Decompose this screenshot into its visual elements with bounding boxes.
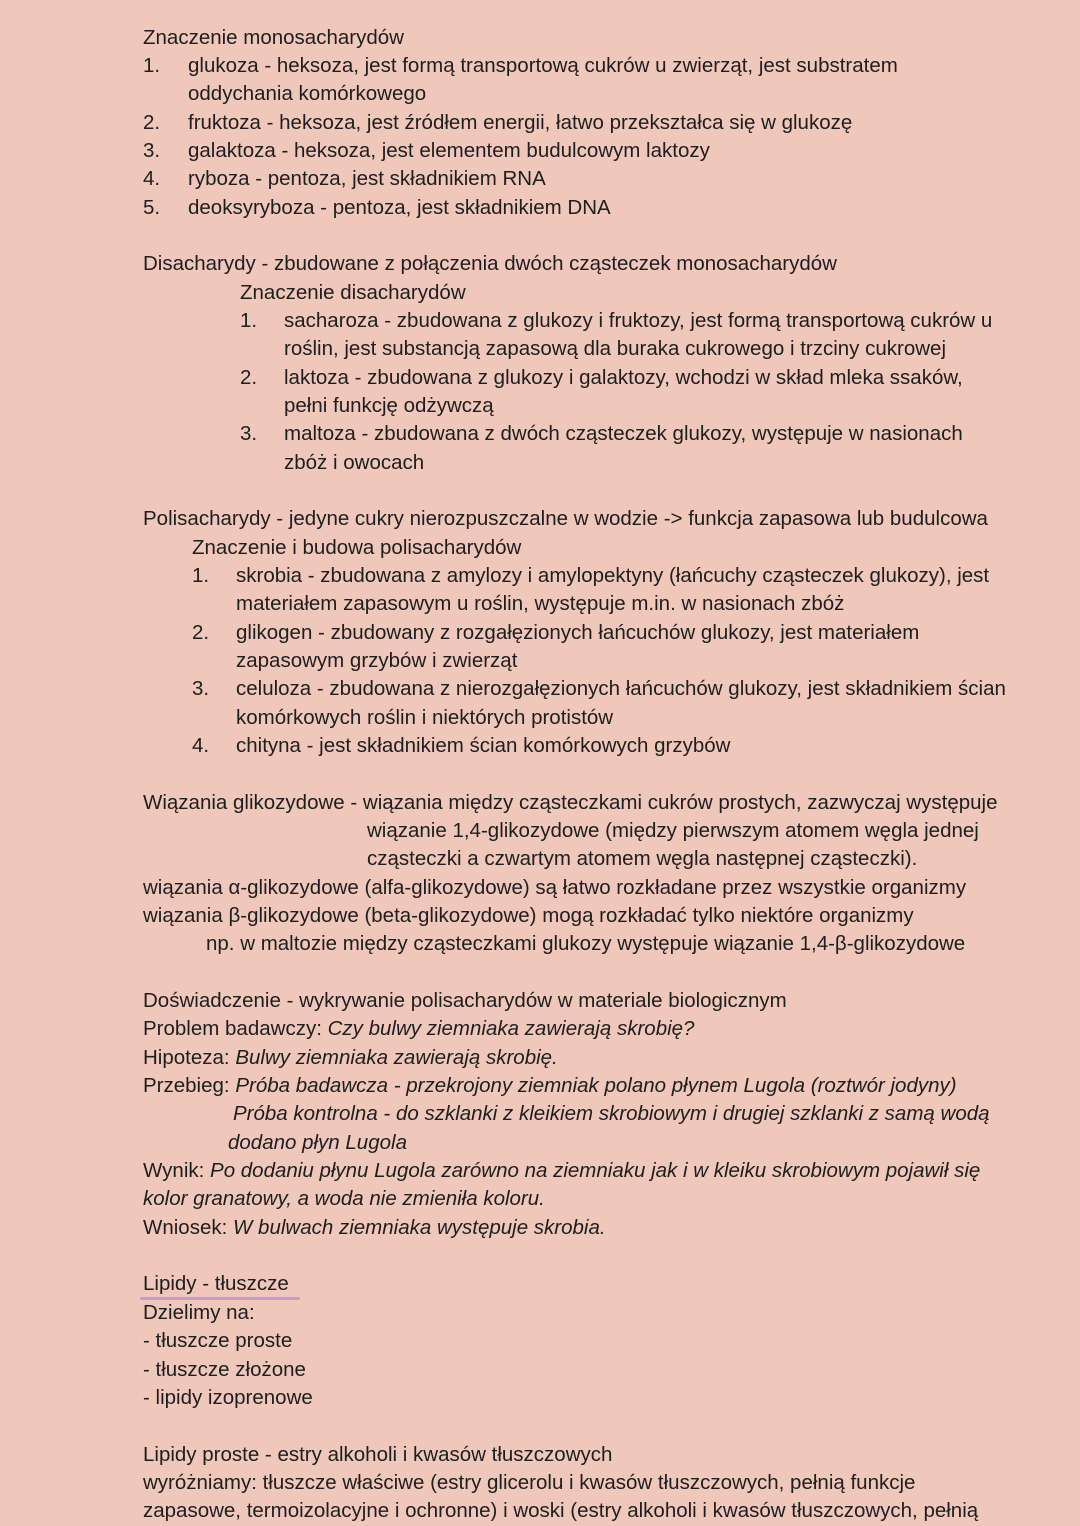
lipids-simple-line2: wyróżniamy: tłuszcze właściwe (estry glicerolu i kwasów tłuszczowych, pełnią funkcje xyxy=(143,1471,916,1494)
poli-title: Polisacharydy - jedyne cukry nierozpuszczalne w wodzie -> funkcja zapasowa lub budulcowa xyxy=(143,507,988,530)
poli-subtitle: Znaczenie i budowa polisacharydów xyxy=(192,536,522,559)
exp-conclusion: W bulwach ziemniaka występuje skrobia. xyxy=(233,1216,606,1239)
mono-item-1-line2: oddychania komórkowego xyxy=(188,82,427,105)
exp-problem: Czy bulwy ziemniaka zawierają skrobię? xyxy=(327,1017,695,1040)
glik-line3: cząsteczki a czwartym atomem węgla następnej cząsteczki). xyxy=(367,847,918,870)
poli-item-1-line1: skrobia - zbudowana z amylozy i amylopektyny (łańcuchy cząsteczek glukozy), jest xyxy=(236,564,990,587)
poli-item-1-num: 1. xyxy=(192,564,210,587)
mono-item-1-num: 1. xyxy=(143,54,161,77)
di-item-2-line2: pełni funkcję odżywczą xyxy=(284,394,494,417)
glik-line2: wiązanie 1,4-glikozydowe (między pierwszym atomem węgla jednej xyxy=(367,819,979,842)
di-item-3-line1: maltoza - zbudowana z dwóch cząsteczek glukozy, występuje w nasionach xyxy=(284,422,963,445)
exp-course2: Próba kontrolna - do szklanki z kleikiem skrobiowym i drugiej szklanki z samą wodą xyxy=(233,1102,990,1125)
lipids-simple-title: Lipidy proste - estry alkoholi i kwasów tłuszczowych xyxy=(143,1443,613,1466)
mono-item-4-num: 4. xyxy=(143,167,161,190)
exp-result2: kolor granatowy, a woda nie zmieniła koloru. xyxy=(143,1187,545,1210)
di-item-1-line2: roślin, jest substancją zapasową dla buraka cukrowego i trzciny cukrowej xyxy=(284,337,947,360)
exp-conclusion-row xyxy=(143,1214,606,1242)
exp-hypothesis: Bulwy ziemniaka zawierają skrobię. xyxy=(235,1046,558,1069)
mono-item-4-line1: ryboza - pentoza, jest składnikiem RNA xyxy=(188,167,546,190)
glik-line5: wiązania β-glikozydowe (beta-glikozydowe) mogą rozkładać tylko niektóre organizmy xyxy=(143,904,914,927)
di-item-3-num: 3. xyxy=(240,422,258,445)
exp-problem-label: Problem badawczy: xyxy=(143,1017,328,1040)
poli-item-4-line1: chityna - jest składnikiem ścian komórkowych grzybów xyxy=(236,734,731,757)
mono-item-3-line1: galaktoza - heksoza, jest elementem budulcowym laktozy xyxy=(188,139,710,162)
poli-item-2-line1: glikogen - zbudowany z rozgałęzionych łańcuchów glukozy, jest materiałem xyxy=(236,621,920,644)
poli-item-2-num: 2. xyxy=(192,621,210,644)
poli-item-4-num: 4. xyxy=(192,734,210,757)
glik-line6: np. w maltozie między cząsteczkami glukozy występuje wiązanie 1,4-β-glikozydowe xyxy=(206,932,966,955)
di-item-1-num: 1. xyxy=(240,309,258,332)
lipids-divide: Dzielimy na: xyxy=(143,1301,255,1324)
di-title: Disacharydy - zbudowane z połączenia dwóch cząsteczek monosacharydów xyxy=(143,252,837,275)
poli-item-3-line1: celuloza - zbudowana z nierozgałęzionych łańcuchów glukozy, jest składnikiem ścian xyxy=(236,677,1006,700)
mono-item-3-num: 3. xyxy=(143,139,161,162)
poli-item-3-num: 3. xyxy=(192,677,210,700)
di-item-2-num: 2. xyxy=(240,366,258,389)
exp-result1: Po dodaniu płynu Lugola zarówno na ziemniaku jak i w kleiku skrobiowym pojawił się xyxy=(210,1159,981,1182)
di-item-3-line2: zbóż i owocach xyxy=(284,451,425,474)
lipids-simple-line3: zapasowe, termoizolacyjne i ochronne) i woski (estry alkoholi i kwasów tłuszczowych, pełnią xyxy=(143,1499,979,1522)
di-item-2-line1: laktoza - zbudowana z glukozy i galaktozy, wchodzi w skład mleka ssaków, xyxy=(284,366,963,389)
lipids-list-item-1: - tłuszcze proste xyxy=(143,1329,293,1352)
exp-course1: Próba badawcza - przekrojony ziemniak polano płynem Lugola (roztwór jodyny) xyxy=(235,1074,957,1097)
glik-line1: Wiązania glikozydowe - wiązania między cząsteczkami cukrów prostych, zazwyczaj występuje xyxy=(143,791,998,814)
mono-item-1-line1: glukoza - heksoza, jest formą transportową cukrów u zwierząt, jest substratem xyxy=(188,54,898,77)
exp-conclusion-label: Wniosek: xyxy=(143,1216,233,1239)
exp-course-label: Przebieg: xyxy=(143,1074,236,1097)
exp-title: Doświadczenie - wykrywanie polisacharydów w materiale biologicznym xyxy=(143,989,787,1012)
di-item-1-line1: sacharoza - zbudowana z glukozy i fruktozy, jest formą transportową cukrów u xyxy=(284,309,993,332)
exp-result-label: Wynik: xyxy=(143,1159,211,1182)
exp-problem-row xyxy=(143,1015,694,1043)
exp-result-row xyxy=(143,1157,980,1185)
mono-item-2-num: 2. xyxy=(143,111,161,134)
exp-hypothesis-label: Hipoteza: xyxy=(143,1046,236,1069)
glik-line4: wiązania α-glikozydowe (alfa-glikozydowe) są łatwo rozkładane przez wszystkie organizmy xyxy=(143,876,967,899)
mono-item-5-num: 5. xyxy=(143,196,161,219)
poli-item-1-line2: materiałem zapasowym u roślin, występuje m.in. w nasionach zbóż xyxy=(236,592,845,615)
lipids-list-item-3: - lipidy izoprenowe xyxy=(143,1386,313,1409)
lipids-title: Lipidy - tłuszcze xyxy=(143,1272,289,1295)
exp-course3: dodano płyn Lugola xyxy=(228,1131,407,1154)
mono-title: Znaczenie monosacharydów xyxy=(143,26,404,49)
di-subtitle: Znaczenie disacharydów xyxy=(240,281,466,304)
poli-item-3-line2: komórkowych roślin i niektórych protistów xyxy=(236,706,614,729)
lipids-list-item-2: - tłuszcze złożone xyxy=(143,1358,306,1381)
mono-item-2-line1: fruktoza - heksoza, jest źródłem energii, łatwo przekształca się w glukozę xyxy=(188,111,853,134)
exp-hypothesis-row xyxy=(143,1044,558,1072)
exp-course-row xyxy=(143,1072,957,1100)
poli-item-2-line2: zapasowym grzybów i zwierząt xyxy=(236,649,518,672)
mono-item-5-line1: deoksyryboza - pentoza, jest składnikiem DNA xyxy=(188,196,611,219)
